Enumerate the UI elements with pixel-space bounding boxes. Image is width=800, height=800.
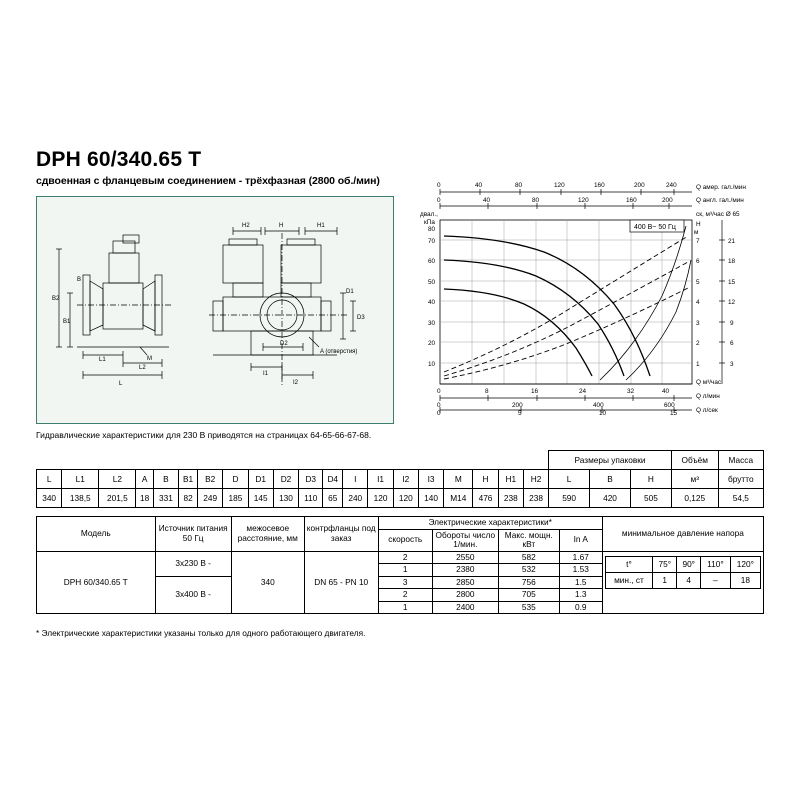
svg-text:40: 40 — [475, 182, 483, 189]
dim-header-cell: I3 — [418, 470, 443, 489]
spec-rpm-value: 2850 — [432, 576, 498, 589]
svg-text:B1: B1 — [63, 319, 71, 325]
pressure-value-row — [605, 572, 760, 588]
pressure-value-cell: – — [701, 572, 730, 588]
spec-supply-230: 3x230 В - — [155, 551, 231, 576]
dim-header-cell: I2 — [393, 470, 418, 489]
dim-value-cell: 145 — [248, 489, 273, 508]
spec-power-value: 532 — [498, 564, 559, 577]
chart-voltage-badge — [630, 220, 684, 232]
svg-text:0: 0 — [437, 388, 441, 395]
svg-text:18: 18 — [728, 258, 736, 265]
svg-text:40: 40 — [662, 388, 670, 395]
svg-text:7: 7 — [696, 238, 700, 245]
svg-text:кПа: кПа — [424, 219, 435, 226]
svg-text:Q амер. гал./мин: Q амер. гал./мин — [696, 184, 746, 191]
spec-header-pressure: минимальное давление напора — [602, 517, 763, 552]
spec-current-value: 1.67 — [559, 551, 602, 564]
spec-speed-value: 2 — [378, 589, 432, 602]
pressure-temp-cell: 90° — [677, 556, 701, 572]
spec-power-value: 705 — [498, 589, 559, 602]
svg-text:4: 4 — [696, 299, 700, 306]
dim-header-cell: брутто — [718, 470, 763, 489]
svg-text:Q англ. гал./мин: Q англ. гал./мин — [696, 197, 744, 204]
svg-text:10: 10 — [599, 410, 607, 416]
svg-text:70: 70 — [428, 238, 436, 245]
dim-header-cell: L1 — [62, 470, 99, 489]
svg-text:H: H — [696, 221, 701, 228]
spec-header-row-1 — [37, 517, 764, 530]
svg-text:A (отверстия): A (отверстия) — [320, 349, 358, 355]
svg-text:600: 600 — [664, 402, 675, 409]
spec-rpm-value: 2800 — [432, 589, 498, 602]
spec-rpm-value: 2550 — [432, 551, 498, 564]
svg-text:H2: H2 — [242, 223, 250, 229]
svg-text:двал.,: двал., — [420, 211, 438, 218]
spec-header-power: Макс. мощн. кВт — [498, 529, 559, 551]
dim-value-cell: 249 — [198, 489, 223, 508]
dim-value-cell: 18 — [136, 489, 153, 508]
svg-text:24: 24 — [579, 388, 587, 395]
pressure-spacer-row — [605, 588, 760, 609]
svg-text:H1: H1 — [317, 223, 325, 229]
dim-value-cell: 130 — [273, 489, 298, 508]
svg-text:D1: D1 — [346, 289, 354, 295]
dim-header-cell: D4 — [323, 470, 343, 489]
dim-value-cell: 140 — [418, 489, 443, 508]
pressure-temp-label: t° — [605, 556, 653, 572]
footnote-text: * Электрические характеристики указаны только для одного работающего двигателя. — [36, 628, 366, 638]
svg-text:L2: L2 — [139, 365, 146, 371]
dim-value-cell: 110 — [299, 489, 323, 508]
dim-header-cell: L — [549, 470, 590, 489]
pump-drawing — [37, 197, 393, 423]
spec-speed-value: 2 — [378, 551, 432, 564]
svg-text:30: 30 — [428, 320, 436, 327]
spec-current-value: 0.9 — [559, 601, 602, 614]
svg-text:15: 15 — [670, 410, 678, 416]
performance-chart-svg — [404, 176, 764, 416]
spec-model-value: DPH 60/340.65 T — [37, 551, 156, 614]
svg-text:D3: D3 — [357, 315, 365, 321]
spec-speed-value: 1 — [378, 601, 432, 614]
dim-value-cell: 420 — [590, 489, 631, 508]
dim-value-cell: 590 — [549, 489, 590, 508]
pressure-table — [605, 556, 761, 609]
svg-text:240: 240 — [666, 182, 677, 189]
dim-value-cell: 0,125 — [671, 489, 718, 508]
spec-speed-value: 3 — [378, 576, 432, 589]
spec-header-flange: контрфланцы под заказ — [304, 517, 378, 552]
svg-text:40: 40 — [483, 197, 491, 204]
svg-text:2: 2 — [696, 340, 700, 347]
svg-text:60: 60 — [428, 258, 436, 265]
dim-value-cell: 138,5 — [62, 489, 99, 508]
svg-text:8: 8 — [485, 388, 489, 395]
svg-text:80: 80 — [515, 182, 523, 189]
dim-header-cell: B2 — [198, 470, 223, 489]
spec-header-electric: Электрические характеристики* — [378, 517, 602, 530]
svg-text:3: 3 — [696, 320, 700, 327]
svg-text:32: 32 — [627, 388, 635, 395]
specification-table — [36, 516, 764, 614]
dim-value-cell: 120 — [368, 489, 393, 508]
pressure-value-cell: 4 — [677, 572, 701, 588]
svg-text:H: H — [279, 223, 284, 229]
svg-text:0: 0 — [437, 182, 441, 189]
spec-header-speed: скорость — [378, 529, 432, 551]
spec-header-rpm: Обороты число 1/мин. — [432, 529, 498, 551]
dim-value-cell: 54,5 — [718, 489, 763, 508]
spec-rpm-value: 2400 — [432, 601, 498, 614]
svg-text:200: 200 — [662, 197, 673, 204]
svg-text:6: 6 — [696, 258, 700, 265]
hydraulic-note: Гидравлические характеристики для 230 В приводятся на страницах 64-65-66-67-68. — [36, 430, 372, 440]
svg-text:B2: B2 — [52, 296, 60, 302]
dim-value-cell: 82 — [179, 489, 198, 508]
svg-text:40: 40 — [428, 299, 436, 306]
pressure-subtable-cell — [602, 551, 763, 614]
spec-current-value: 1.3 — [559, 589, 602, 602]
dim-header-cell: D1 — [248, 470, 273, 489]
svg-text:20: 20 — [428, 340, 436, 347]
svg-text:I2: I2 — [293, 380, 299, 386]
dim-value-cell: M14 — [444, 489, 473, 508]
dim-header-cell: A — [136, 470, 153, 489]
spec-speed-value: 1 — [378, 564, 432, 577]
svg-text:B: B — [77, 277, 82, 283]
pressure-header-row — [605, 556, 760, 572]
svg-text:D2: D2 — [280, 341, 288, 347]
svg-text:Q л/мин: Q л/мин — [696, 393, 720, 400]
svg-text:120: 120 — [554, 182, 565, 189]
dim-value-cell: 340 — [37, 489, 62, 508]
svg-text:10: 10 — [428, 361, 436, 368]
svg-text:0: 0 — [437, 410, 441, 416]
svg-text:Q м³/час: Q м³/час — [696, 379, 722, 386]
pressure-value-label: мин., ст — [605, 572, 653, 588]
svg-text:cк, м³/час Ø 65: cк, м³/час Ø 65 — [696, 211, 740, 218]
svg-text:L1: L1 — [99, 357, 106, 363]
svg-text:5: 5 — [518, 410, 522, 416]
spec-power-value: 535 — [498, 601, 559, 614]
dim-header-cell: L2 — [99, 470, 136, 489]
svg-text:21: 21 — [728, 238, 736, 245]
page-subtitle: сдвоенная с фланцевым соединением - трёхфазная (2800 об./мин) — [36, 175, 380, 187]
svg-text:12: 12 — [728, 299, 736, 306]
svg-text:Q л/сек: Q л/сек — [696, 407, 718, 414]
spec-row-1 — [37, 551, 764, 564]
pressure-temp-cell: 120° — [730, 556, 760, 572]
svg-text:16: 16 — [531, 388, 539, 395]
svg-text:80: 80 — [532, 197, 540, 204]
svg-text:120: 120 — [578, 197, 589, 204]
pressure-temp-cell: 110° — [701, 556, 730, 572]
dim-value-cell: 240 — [343, 489, 368, 508]
dim-header-cell: D — [223, 470, 248, 489]
dim-header-cell: M — [444, 470, 473, 489]
dim-header-cell: B — [153, 470, 178, 489]
spec-supply-400: 3x400 В - — [155, 576, 231, 614]
dimensions-table — [36, 450, 764, 508]
spec-power-value: 756 — [498, 576, 559, 589]
mass-group-header: Масса — [718, 451, 763, 470]
spec-power-value: 582 — [498, 551, 559, 564]
pressure-value-cell: 18 — [730, 572, 760, 588]
svg-text:160: 160 — [594, 182, 605, 189]
dim-value-cell: 201,5 — [99, 489, 136, 508]
dim-header-cell: м³ — [671, 470, 718, 489]
svg-text:L: L — [119, 381, 123, 387]
dim-value-cell: 65 — [323, 489, 343, 508]
pressure-temp-cell: 75° — [653, 556, 677, 572]
dim-header-cell: H — [473, 470, 498, 489]
dimensions-header-row — [37, 470, 764, 489]
spec-rpm-value: 2380 — [432, 564, 498, 577]
dim-value-cell: 331 — [153, 489, 178, 508]
page-title: DPH 60/340.65 T — [36, 148, 202, 171]
dim-header-cell: H1 — [498, 470, 523, 489]
dim-header-cell: D3 — [299, 470, 323, 489]
svg-text:160: 160 — [626, 197, 637, 204]
dim-header-cell: H — [630, 470, 671, 489]
performance-chart — [404, 176, 764, 416]
dim-value-cell: 238 — [523, 489, 548, 508]
dim-header-cell: H2 — [523, 470, 548, 489]
svg-text:0: 0 — [437, 197, 441, 204]
dim-header-cell: D2 — [273, 470, 298, 489]
pressure-value-cell: 1 — [653, 572, 677, 588]
dim-header-cell: I1 — [368, 470, 393, 489]
svg-text:80: 80 — [428, 226, 436, 233]
svg-text:50: 50 — [428, 279, 436, 286]
spec-current-value: 1.5 — [559, 576, 602, 589]
spec-header-model: Модель — [37, 517, 156, 552]
svg-text:5: 5 — [696, 279, 700, 286]
svg-text:0: 0 — [437, 402, 441, 409]
technical-drawing-panel — [36, 196, 394, 424]
spec-header-supply: Источник питания 50 Гц — [155, 517, 231, 552]
svg-text:15: 15 — [728, 279, 736, 286]
svg-text:6: 6 — [730, 340, 734, 347]
dim-value-cell: 505 — [630, 489, 671, 508]
dim-header-cell: B1 — [179, 470, 198, 489]
spec-axis-value: 340 — [231, 551, 304, 614]
svg-text:200: 200 — [634, 182, 645, 189]
svg-text:1: 1 — [696, 361, 700, 368]
svg-text:м: м — [694, 229, 699, 236]
dim-header-cell: L — [37, 470, 62, 489]
dimensions-value-row — [37, 489, 764, 508]
dim-header-cell: B — [590, 470, 631, 489]
svg-text:200: 200 — [512, 402, 523, 409]
svg-text:M: M — [147, 356, 152, 362]
dim-value-cell: 120 — [393, 489, 418, 508]
dim-header-cell: I — [343, 470, 368, 489]
dim-value-cell: 185 — [223, 489, 248, 508]
packaging-group-header: Размеры упаковки — [549, 451, 672, 470]
spec-header-current: In A — [559, 529, 602, 551]
svg-text:400: 400 — [593, 402, 604, 409]
svg-text:9: 9 — [730, 320, 734, 327]
dimensions-group-header-row — [37, 451, 764, 470]
volume-group-header: Объём — [671, 451, 718, 470]
dim-value-cell: 238 — [498, 489, 523, 508]
spec-flange-value: DN 65 - PN 10 — [304, 551, 378, 614]
spec-current-value: 1.53 — [559, 564, 602, 577]
dim-value-cell: 476 — [473, 489, 498, 508]
svg-text:I1: I1 — [263, 371, 269, 377]
svg-text:400 В~ 50 Гц: 400 В~ 50 Гц — [634, 224, 676, 231]
spec-header-axis: межосевое расстояние, мм — [231, 517, 304, 552]
svg-text:3: 3 — [730, 361, 734, 368]
